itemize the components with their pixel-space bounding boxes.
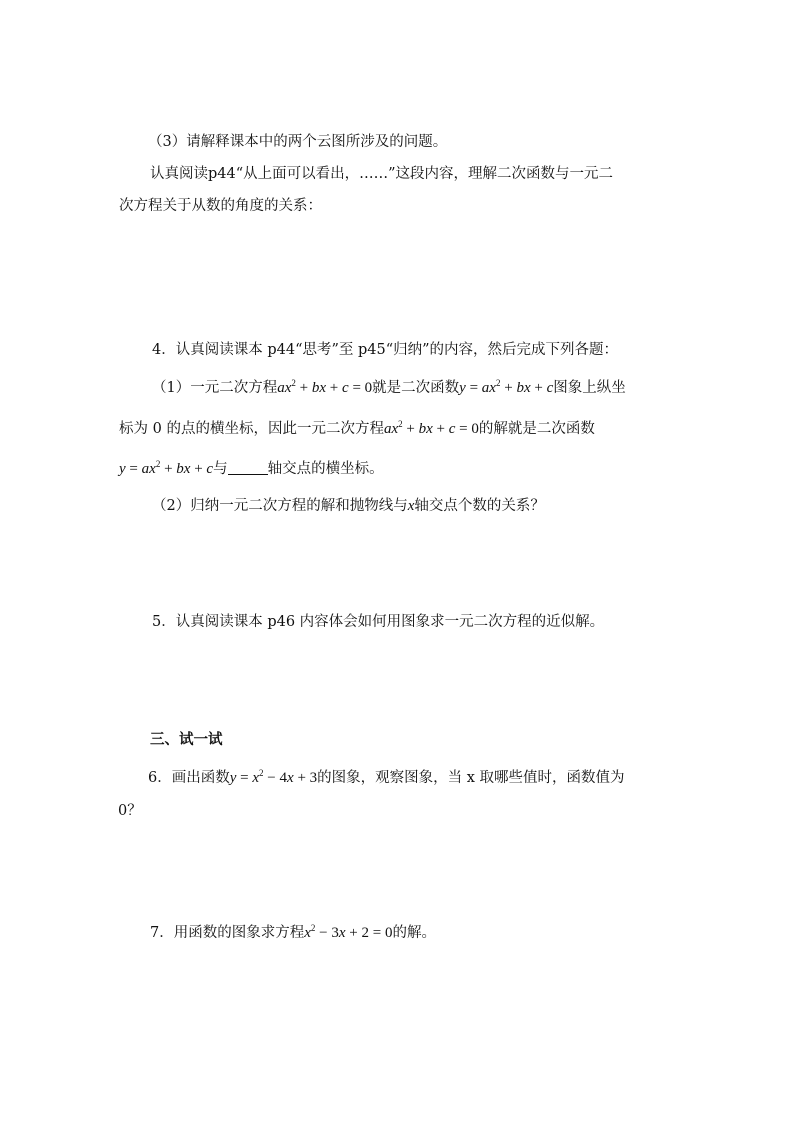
equation-q7: $x^2 - 3x + 2 = 0$	[304, 923, 393, 941]
section-heading-try: 三、试一试	[150, 732, 223, 748]
equation-quadratic: $ax^2$ + bx + c = 0	[277, 378, 373, 396]
question-6-line-1: 6．画出函数$y = x^2 - 4x + 3$的图象，观察图象，当 x 取哪些值时，函数值为	[148, 768, 625, 786]
question-7: 7．用函数的图象求方程$x^2 - 3x + 2 = 0$的解。	[150, 923, 436, 941]
equation-quadratic-2: $ax^2$ + bx + c = 0	[383, 419, 479, 437]
function-quadratic-2: $y = ax^2$ + bx + c	[119, 459, 214, 477]
reading-paragraph-line-2: 次方程关于从数的角度的关系：	[119, 198, 322, 214]
answer-blank[interactable]	[228, 460, 268, 475]
question-5: 5．认真阅读课本 p46 内容体会如何用图象求一元二次方程的近似解。	[152, 614, 605, 630]
question-6-line-2: 0？	[118, 803, 142, 819]
function-q6: $y = x^2 - 4x + 3$	[229, 768, 318, 786]
reading-paragraph-line-1: 认真阅读p44“从上面可以看出，……”这段内容，理解二次函数与一元二	[150, 166, 614, 182]
question-4-1-line-2: 标为 0 的点的横坐标，因此一元二次方程$ax^2$ + bx + c = 0的解就是二次函数	[119, 419, 595, 437]
question-4-intro: 4．认真阅读课本 p44“思考”至 p45“归纳”的内容，然后完成下列各题：	[152, 342, 619, 358]
function-quadratic: $y = ax^2$ + bx + c	[459, 378, 554, 396]
question-3-text: （3）请解释课本中的两个云图所涉及的问题。	[148, 134, 448, 150]
question-4-1-line-1: （1）一元二次方程$ax^2$ + bx + c = 0就是二次函数$y = ax^2$ + bx + c图象上纵坐	[152, 378, 626, 396]
question-4-1-line-3: $y = ax^2$ + bx + c与 轴交点的横坐标。	[119, 459, 384, 477]
question-4-2: （2）归纳一元二次方程的解和抛物线与x轴交点个数的关系？	[152, 498, 545, 514]
